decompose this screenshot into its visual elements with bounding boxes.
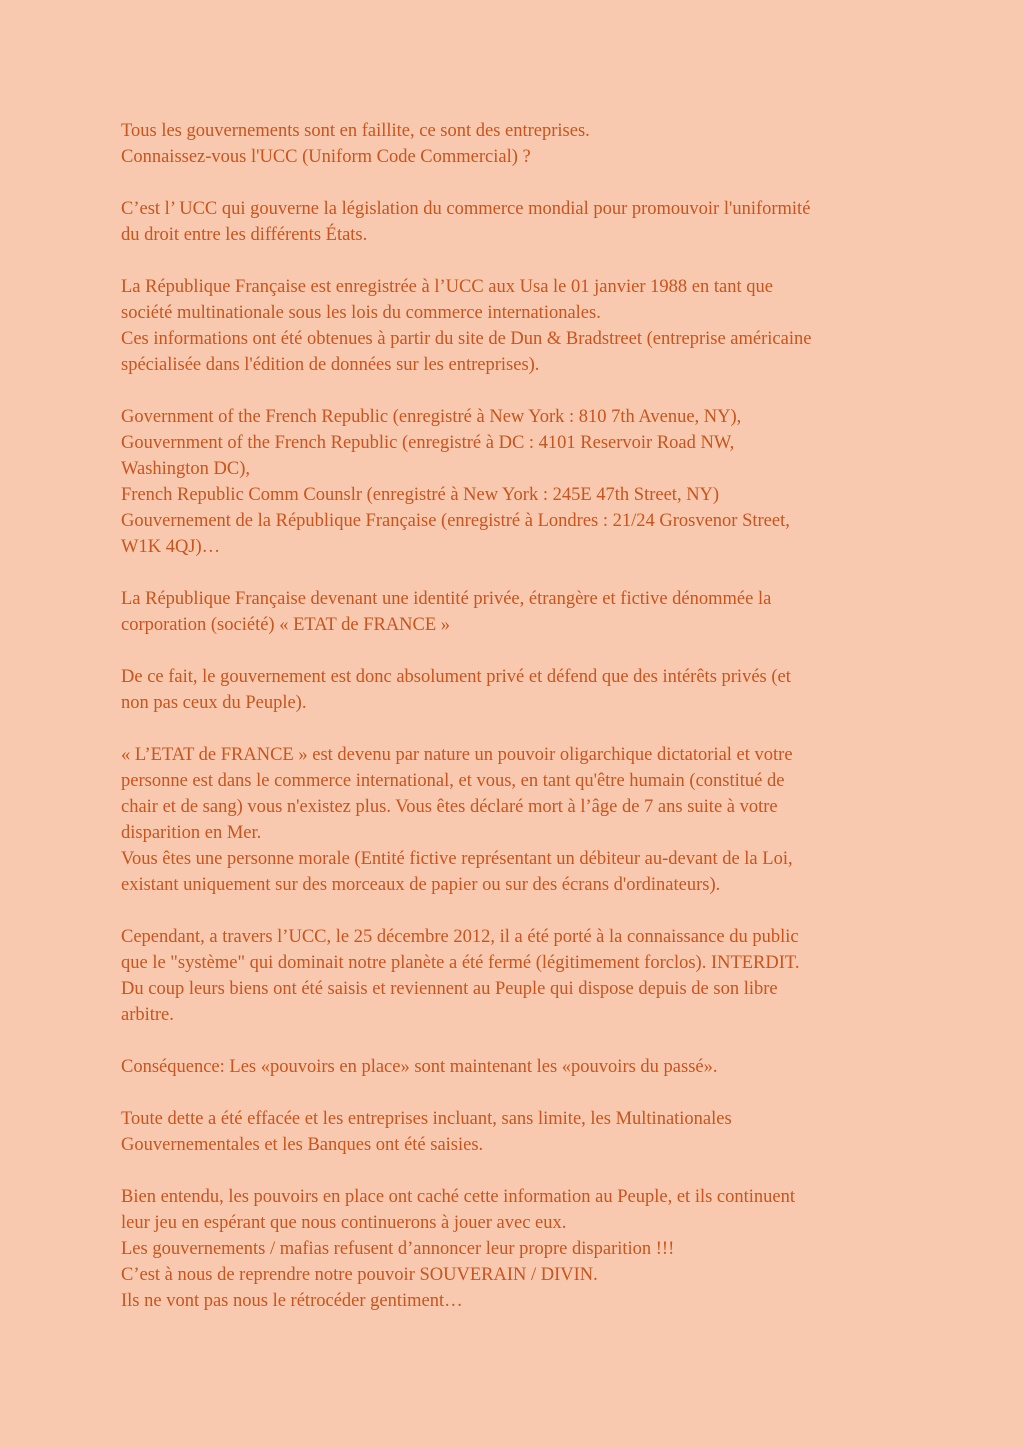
- document-body: [121, 118, 911, 1314]
- text-line: Gouvernementales et les Banques ont été saisies.: [121, 1135, 484, 1155]
- text-line: Connaissez-vous l'UCC (Uniform Code Commercial) ?: [121, 147, 531, 167]
- paragraph: [121, 924, 911, 1028]
- text-line: French Republic Comm Counslr (enregistré à New York : 245E 47th Street, NY): [121, 485, 720, 505]
- text-line: arbitre.: [121, 1005, 174, 1025]
- text-line: Ils ne vont pas nous le rétrocéder gentiment…: [121, 1291, 463, 1311]
- text-line: La République Française est enregistrée à l’UCC aux Usa le 01 janvier 1988 en tant que: [121, 277, 773, 297]
- text-line: existant uniquement sur des morceaux de papier ou sur des écrans d'ordinateurs).: [121, 875, 721, 895]
- paragraph: [121, 664, 911, 716]
- text-line: Bien entendu, les pouvoirs en place ont caché cette information au Peuple, et ils continuent: [121, 1187, 796, 1207]
- text-line: Government of the French Republic (enregistré à New York : 810 7th Avenue, NY),: [121, 407, 742, 427]
- text-line: corporation (société) « ETAT de FRANCE »: [121, 615, 451, 635]
- paragraph: [121, 404, 911, 560]
- paragraph: [121, 1106, 911, 1158]
- text-line: Les gouvernements / mafias refusent d’annoncer leur propre disparition !!!: [121, 1239, 675, 1259]
- text-line: Ces informations ont été obtenues à partir du site de Dun & Bradstreet (entreprise américaine: [121, 329, 812, 349]
- paragraph: [121, 586, 911, 638]
- paragraph: [121, 1184, 911, 1314]
- text-line: C’est à nous de reprendre notre pouvoir SOUVERAIN / DIVIN.: [121, 1265, 598, 1285]
- text-line: du droit entre les différents États.: [121, 225, 368, 245]
- text-line: Toute dette a été effacée et les entreprises incluant, sans limite, les Multinationales: [121, 1109, 732, 1129]
- text-line: De ce fait, le gouvernement est donc absolument privé et défend que des intérêts privés (et: [121, 667, 791, 687]
- text-line: Washington DC),: [121, 459, 251, 479]
- text-line: personne est dans le commerce international, et vous, en tant qu'être humain (constitué de: [121, 771, 785, 791]
- text-line: spécialisée dans l'édition de données sur les entreprises).: [121, 355, 540, 375]
- paragraph: [121, 196, 911, 248]
- text-line: société multinationale sous les lois du commerce internationales.: [121, 303, 601, 323]
- text-line: que le "système" qui dominait notre planète a été fermé (légitimement forclos). INTERDIT.: [121, 953, 800, 973]
- text-line: Gouvernment of the French Republic (enregistré à DC : 4101 Reservoir Road NW,: [121, 433, 735, 453]
- text-line: C’est l’ UCC qui gouverne la législation du commerce mondial pour promouvoir l'uniformité: [121, 199, 811, 219]
- text-line: Gouvernement de la République Française (enregistré à Londres : 21/24 Grosvenor Street,: [121, 511, 790, 531]
- text-line: Cependant, a travers l’UCC, le 25 décembre 2012, il a été porté à la connaissance du public: [121, 927, 799, 947]
- text-line: Tous les gouvernements sont en faillite, ce sont des entreprises.: [121, 121, 590, 141]
- text-line: « L’ETAT de FRANCE » est devenu par nature un pouvoir oligarchique dictatorial et votre: [121, 745, 793, 765]
- text-line: Du coup leurs biens ont été saisis et reviennent au Peuple qui dispose depuis de son libre: [121, 979, 778, 999]
- text-line: leur jeu en espérant que nous continuerons à jouer avec eux.: [121, 1213, 567, 1233]
- text-line: Vous êtes une personne morale (Entité fictive représentant un débiteur au-devant de la Loi,: [121, 849, 793, 869]
- paragraph: [121, 274, 911, 378]
- text-line: chair et de sang) vous n'existez plus. Vous êtes déclaré mort à l’âge de 7 ans suite à votre: [121, 797, 778, 817]
- text-line: disparition en Mer.: [121, 823, 262, 843]
- text-line: W1K 4QJ)…: [121, 537, 221, 557]
- paragraph: [121, 742, 911, 898]
- text-line: Conséquence: Les «pouvoirs en place» sont maintenant les «pouvoirs du passé».: [121, 1057, 718, 1077]
- paragraph: [121, 118, 911, 170]
- text-line: La République Française devenant une identité privée, étrangère et fictive dénommée la: [121, 589, 772, 609]
- paragraph: [121, 1054, 911, 1080]
- text-line: non pas ceux du Peuple).: [121, 693, 307, 713]
